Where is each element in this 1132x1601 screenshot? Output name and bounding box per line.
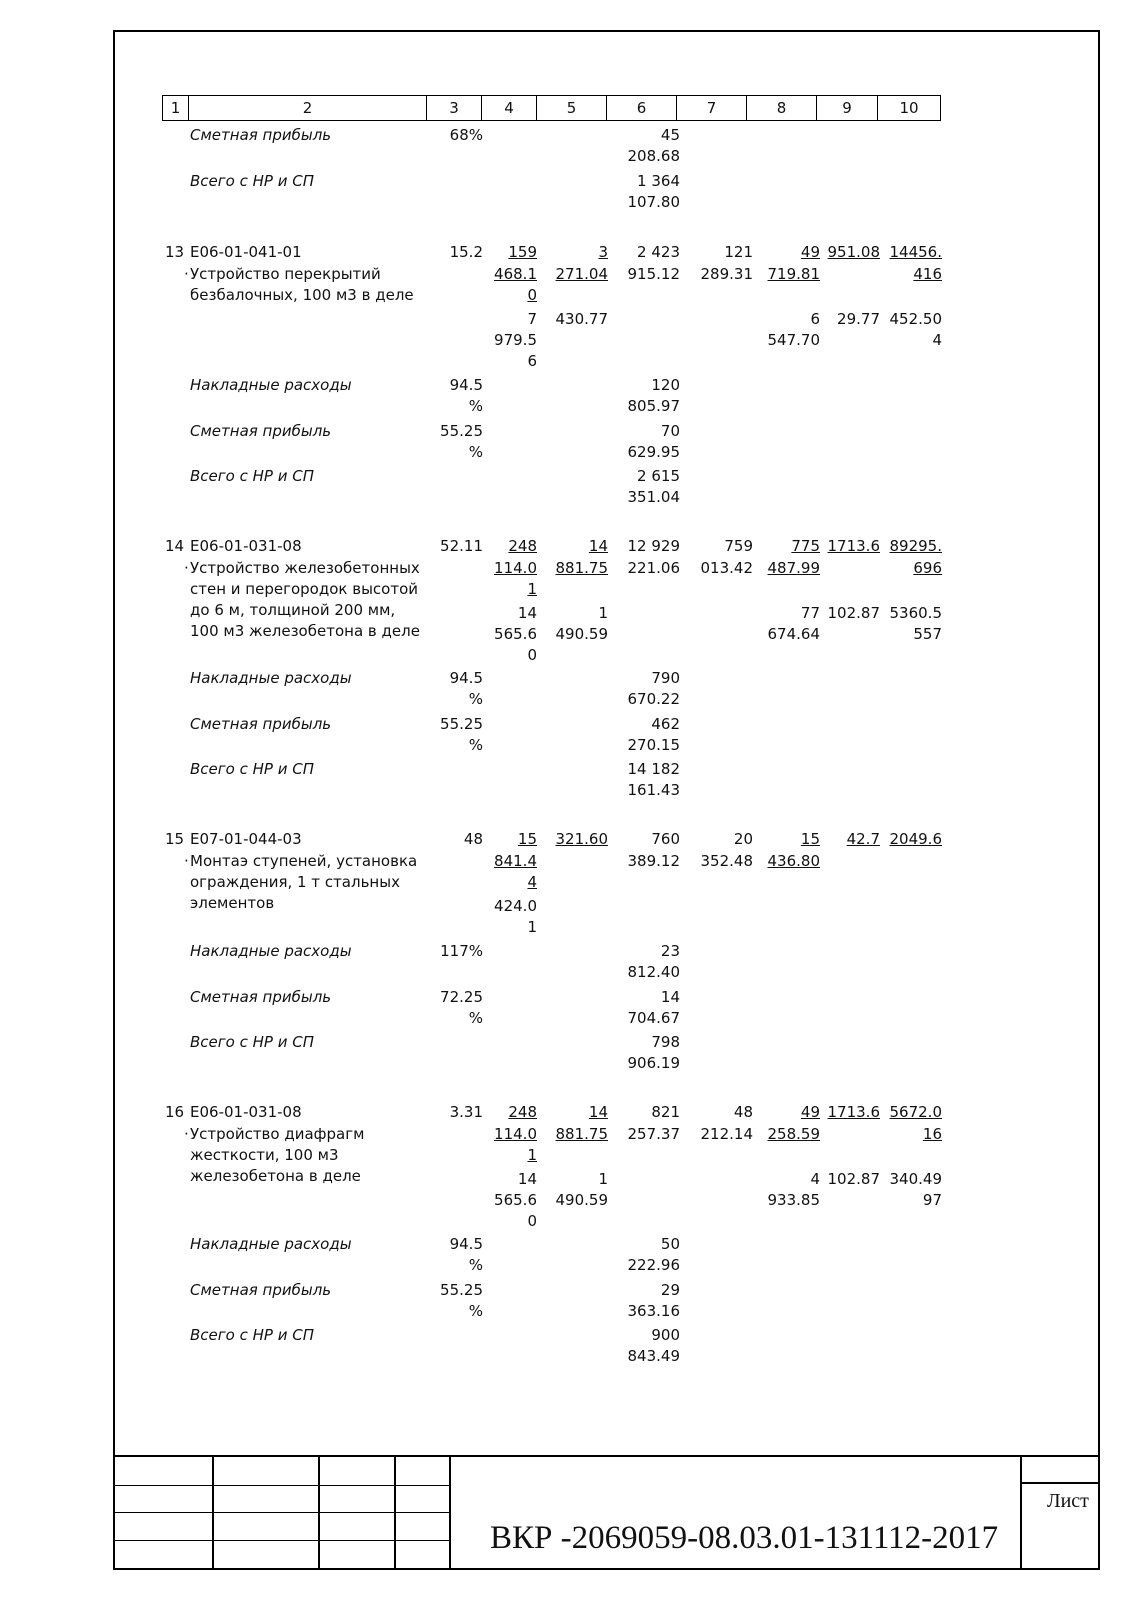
estimate-text: 50 [660, 1235, 680, 1253]
estimate-text: 72.25 [440, 988, 483, 1006]
estimate-text: 271.04 [555, 265, 608, 283]
estimate-text: % [468, 736, 483, 754]
estimate-text: 719.81 [767, 265, 820, 283]
estimate-text: 5672.0 [889, 1103, 942, 1121]
estimate-text: Сметная прибыль [190, 1281, 332, 1299]
stamp-line [318, 1455, 320, 1568]
estimate-text: 5360.5 [889, 604, 942, 622]
estimate-text: Накладные расходы [190, 376, 352, 394]
estimate-text: 557 [913, 625, 942, 643]
estimate-text: 674.64 [767, 625, 820, 643]
estimate-text: Всего с НР и СП [190, 172, 314, 190]
estimate-text: 94.5 [449, 376, 483, 394]
column-header-cell: 6 [607, 96, 677, 121]
estimate-text: безбалочных, 100 м3 в деле [190, 286, 414, 304]
estimate-text: 15 [517, 830, 537, 848]
estimate-text: 12 929 [627, 537, 680, 555]
estimate-text: 790 [651, 669, 680, 687]
estimate-text: 951.08 [827, 243, 880, 261]
estimate-text: 565.6 [494, 625, 537, 643]
stamp-border [113, 1455, 1100, 1457]
estimate-text: 3.31 [449, 1103, 483, 1121]
estimate-text: % [468, 1256, 483, 1274]
estimate-text: 436.80 [767, 852, 820, 870]
estimate-text: 289.31 [700, 265, 753, 283]
estimate-text: 1 364 [637, 172, 680, 190]
stamp-line [113, 1485, 450, 1486]
estimate-text: 1 [598, 604, 608, 622]
estimate-text: 2049.6 [889, 830, 942, 848]
estimate-text: 208.68 [627, 147, 680, 165]
estimate-text: 906.19 [627, 1054, 680, 1072]
estimate-text: 14 [660, 988, 680, 1006]
estimate-text: Монтаэ ступеней, установка [190, 852, 418, 870]
estimate-text: Всего с НР и СП [190, 1326, 314, 1344]
estimate-text: 100 м3 железобетона в деле [190, 622, 420, 640]
estimate-text: 248 [508, 537, 537, 555]
column-header-table [162, 95, 941, 121]
estimate-text: · [184, 265, 189, 283]
estimate-text: 812.40 [627, 963, 680, 981]
stamp-line [113, 1540, 450, 1541]
estimate-text: до 6 м, толщиной 200 мм, [190, 601, 396, 619]
estimate-text: 430.77 [555, 310, 608, 328]
estimate-text: 933.85 [767, 1191, 820, 1209]
estimate-text: 915.12 [627, 265, 680, 283]
column-header-cell: 7 [677, 96, 747, 121]
estimate-text: Е06-01-031-08 [190, 1103, 302, 1121]
stamp-line [113, 1512, 450, 1513]
estimate-text: 0 [527, 286, 537, 304]
estimate-text: 843.49 [627, 1347, 680, 1365]
estimate-text: % [468, 1302, 483, 1320]
estimate-text: 49 [800, 243, 820, 261]
estimate-text: 389.12 [627, 852, 680, 870]
estimate-text: Устройство диафрагм [190, 1125, 365, 1143]
estimate-text: 45 [660, 126, 680, 144]
estimate-text: 351.04 [627, 488, 680, 506]
estimate-text: 841.4 [494, 852, 537, 870]
column-header-cell: 10 [878, 96, 941, 121]
column-header-row [163, 96, 941, 121]
estimate-text: 257.37 [627, 1125, 680, 1143]
estimate-text: 696 [913, 559, 942, 577]
estimate-text: железобетона в деле [190, 1167, 361, 1185]
estimate-text: 94.5 [449, 669, 483, 687]
estimate-text: Накладные расходы [190, 942, 352, 960]
estimate-text: 248 [508, 1103, 537, 1121]
estimate-text: 23 [660, 942, 680, 960]
estimate-text: 68% [449, 126, 483, 144]
estimate-text: 14 [165, 537, 185, 555]
estimate-text: 159 [508, 243, 537, 261]
estimate-text: % [468, 1009, 483, 1027]
estimate-text: 55.25 [440, 715, 483, 733]
estimate-text: 7 [527, 310, 537, 328]
estimate-text: 805.97 [627, 397, 680, 415]
estimate-text: Сметная прибыль [190, 422, 332, 440]
estimate-text: 212.14 [700, 1125, 753, 1143]
estimate-text: 424.0 [494, 897, 537, 915]
column-header-cell: 1 [163, 96, 189, 121]
estimate-text: 452.50 [889, 310, 942, 328]
estimate-text: 120 [651, 376, 680, 394]
estimate-text: элементов [190, 894, 275, 912]
estimate-text: стен и перегородок высотой [190, 580, 418, 598]
estimate-text: 2 615 [637, 467, 680, 485]
estimate-text: 70 [660, 422, 680, 440]
estimate-text: 14456. [889, 243, 942, 261]
estimate-text: 4 [527, 873, 537, 891]
column-header-cell: 2 [189, 96, 427, 121]
estimate-text: 49 [800, 1103, 820, 1121]
estimate-text: 161.43 [627, 781, 680, 799]
estimate-text: Сметная прибыль [190, 126, 332, 144]
estimate-text: 89295. [889, 537, 942, 555]
estimate-text: 0 [527, 1212, 537, 1230]
estimate-text: 0 [527, 646, 537, 664]
estimate-text: 14 182 [627, 760, 680, 778]
estimate-text: 55.25 [440, 1281, 483, 1299]
estimate-text: % [468, 397, 483, 415]
column-header-cell: 4 [482, 96, 537, 121]
estimate-text: 4 [932, 331, 942, 349]
estimate-text: Сметная прибыль [190, 988, 332, 1006]
estimate-text: Е06-01-031-08 [190, 537, 302, 555]
stamp-line [212, 1455, 214, 1568]
estimate-text: 13 [165, 243, 185, 261]
estimate-text: 1 [527, 580, 537, 598]
estimate-text: Всего с НР и СП [190, 467, 314, 485]
estimate-text: 462 [651, 715, 680, 733]
stamp-line [1020, 1455, 1022, 1568]
column-header-cell: 3 [427, 96, 482, 121]
column-header-cell: 8 [747, 96, 817, 121]
sheet-label: Лист [1047, 1490, 1089, 1512]
estimate-text: 29.77 [837, 310, 880, 328]
estimate-text: 77 [800, 604, 820, 622]
estimate-text: 416 [913, 265, 942, 283]
estimate-text: 258.59 [767, 1125, 820, 1143]
document-code: ВКР -2069059-08.03.01-131112-2017 [490, 1520, 999, 1556]
estimate-text: 468.1 [494, 265, 537, 283]
estimate-text: 881.75 [555, 559, 608, 577]
estimate-text: 760 [651, 830, 680, 848]
estimate-text: 222.96 [627, 1256, 680, 1274]
estimate-text: 6 [527, 352, 537, 370]
estimate-text: 340.49 [889, 1170, 942, 1188]
estimate-text: 15 [165, 830, 185, 848]
estimate-text: 547.70 [767, 331, 820, 349]
estimate-text: Сметная прибыль [190, 715, 332, 733]
estimate-text: 821 [651, 1103, 680, 1121]
estimate-text: · [184, 852, 189, 870]
estimate-text: 114.0 [494, 559, 537, 577]
estimate-text: 775 [791, 537, 820, 555]
estimate-text: 629.95 [627, 443, 680, 461]
estimate-text: ограждения, 1 т стальных [190, 873, 400, 891]
estimate-text: 670.22 [627, 690, 680, 708]
estimate-text: 013.42 [700, 559, 753, 577]
estimate-text: Устройство железобетонных [190, 559, 420, 577]
estimate-text: 363.16 [627, 1302, 680, 1320]
estimate-text: 1 [527, 918, 537, 936]
stamp-line [394, 1455, 396, 1568]
estimate-text: 117% [440, 942, 483, 960]
estimate-text: 881.75 [555, 1125, 608, 1143]
estimate-text: 52.11 [440, 537, 483, 555]
estimate-text: · [184, 1125, 189, 1143]
stamp-line [449, 1455, 451, 1568]
estimate-text: 6 [810, 310, 820, 328]
estimate-text: 121 [724, 243, 753, 261]
estimate-text: 14 [517, 1170, 537, 1188]
estimate-text: 979.5 [494, 331, 537, 349]
estimate-text: 55.25 [440, 422, 483, 440]
estimate-text: 321.60 [555, 830, 608, 848]
estimate-text: % [468, 690, 483, 708]
estimate-text: 221.06 [627, 559, 680, 577]
estimate-text: 352.48 [700, 852, 753, 870]
estimate-text: 14 [588, 1103, 608, 1121]
estimate-text: 15 [800, 830, 820, 848]
estimate-text: 94.5 [449, 1235, 483, 1253]
estimate-text: жесткости, 100 м3 [190, 1146, 339, 1164]
column-header-cell: 5 [537, 96, 607, 121]
estimate-text: Устройство перекрытий [190, 265, 381, 283]
estimate-text: 102.87 [827, 604, 880, 622]
estimate-text: 3 [598, 243, 608, 261]
estimate-text: 16 [165, 1103, 185, 1121]
estimate-text: 114.0 [494, 1125, 537, 1143]
estimate-text: 107.80 [627, 193, 680, 211]
estimate-text: 42.7 [846, 830, 880, 848]
estimate-text: Всего с НР и СП [190, 760, 314, 778]
estimate-text: 20 [733, 830, 753, 848]
column-header-cell: 9 [817, 96, 878, 121]
estimate-text: 14 [517, 604, 537, 622]
estimate-text: 1 [598, 1170, 608, 1188]
estimate-text: 16 [922, 1125, 942, 1143]
estimate-text: 900 [651, 1326, 680, 1344]
estimate-text: 102.87 [827, 1170, 880, 1188]
estimate-text: 798 [651, 1033, 680, 1051]
estimate-text: Накладные расходы [190, 1235, 352, 1253]
estimate-text: 4 [810, 1170, 820, 1188]
estimate-text: 759 [724, 537, 753, 555]
estimate-text: 48 [733, 1103, 753, 1121]
estimate-text: % [468, 443, 483, 461]
estimate-text: 1 [527, 1146, 537, 1164]
estimate-text: 704.67 [627, 1009, 680, 1027]
stamp-line [1020, 1482, 1100, 1484]
estimate-text: Е07-01-044-03 [190, 830, 302, 848]
estimate-text: Накладные расходы [190, 669, 352, 687]
estimate-text: · [184, 559, 189, 577]
estimate-text: 490.59 [555, 1191, 608, 1209]
estimate-text: 487.99 [767, 559, 820, 577]
estimate-text: 15.2 [449, 243, 483, 261]
estimate-text: Всего с НР и СП [190, 1033, 314, 1051]
estimate-text: 29 [660, 1281, 680, 1299]
estimate-text: 2 423 [637, 243, 680, 261]
estimate-text: 97 [922, 1191, 942, 1209]
estimate-text: 48 [463, 830, 483, 848]
estimate-text: 270.15 [627, 736, 680, 754]
estimate-text: 1713.6 [827, 537, 880, 555]
estimate-text: 14 [588, 537, 608, 555]
estimate-text: 1713.6 [827, 1103, 880, 1121]
estimate-text: 565.6 [494, 1191, 537, 1209]
estimate-text: Е06-01-041-01 [190, 243, 302, 261]
estimate-text: 490.59 [555, 625, 608, 643]
